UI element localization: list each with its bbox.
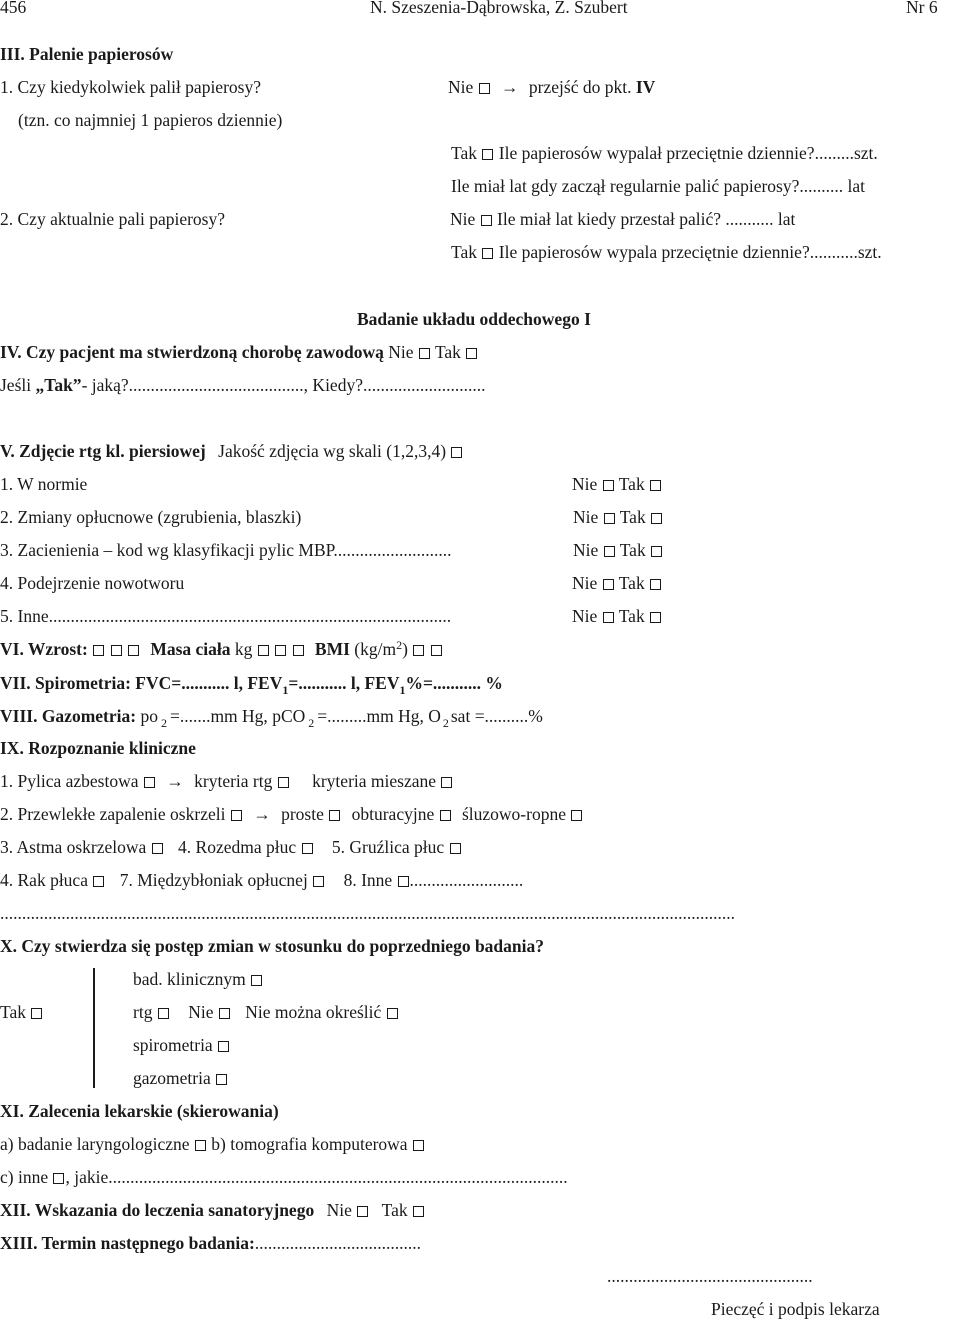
diagnosis-emphysema: 4. Rozedma płuc (178, 837, 297, 857)
checkbox[interactable] (152, 843, 163, 854)
checkbox[interactable] (218, 1041, 229, 1052)
checkbox[interactable] (440, 810, 451, 821)
sanatorium-title: XII. Wskazania do leczenia sanatoryjnego (0, 1200, 315, 1220)
tak-label: Tak (434, 342, 461, 362)
section-ix-title: IX. Rozpoznanie kliniczne (0, 738, 196, 758)
checkbox[interactable] (53, 1173, 64, 1184)
bmi-digit-box[interactable] (413, 645, 424, 656)
signature-label: Pieczęć i podpis lekarza (711, 1299, 880, 1319)
spirometry-fvc: VII. Spirometria: FVC= (0, 673, 182, 693)
cigarettes-per-day-now: Ile papierosów wypala przeciętnie dziennie?...........szt. (498, 242, 882, 262)
bronchitis-simple: proste (281, 804, 324, 824)
diagnosis-tuberculosis: 5. Gruźlica płuc (331, 837, 445, 857)
criteria-mixed: kryteria mieszane (312, 771, 437, 791)
checkbox[interactable] (278, 777, 289, 788)
section-xii-row (0, 1199, 425, 1221)
issue-number: Nr 6 (906, 0, 938, 17)
weight-label: Masa ciała (150, 639, 231, 659)
q1-ever-smoked: 1. Czy kiedykolwiek palił papierosy? (0, 77, 261, 97)
bronchitis-obstructive: obturacyjne (351, 804, 435, 824)
xray-item-3: 3. Zacienienia – kod wg klasyfikacji pylic MBP........................... (0, 540, 452, 560)
iv-details-row (0, 374, 485, 396)
xray-item-4: 4. Podejrzenie nowotworu (0, 573, 185, 593)
bmi-digit-box[interactable] (431, 645, 442, 656)
checkbox[interactable] (398, 876, 409, 887)
criteria-xray: kryteria rtg (194, 771, 273, 791)
height-digit-box[interactable] (128, 645, 139, 656)
tak-label: Tak (451, 242, 477, 262)
height-digit-box[interactable] (93, 645, 104, 656)
progress-gasometry: gazometria (133, 1068, 211, 1088)
x-gasometry-row (133, 1067, 228, 1089)
pco2-label: pCO (272, 706, 306, 726)
checkbox[interactable] (603, 612, 614, 623)
goto-target: IV (635, 77, 656, 97)
iv-which-when: - jaką?........................................, Kiedy?............................ (81, 375, 486, 395)
ix-row-2 (0, 803, 583, 825)
xray-item-1-options (572, 473, 662, 495)
referral-laryngology: a) badanie laryngologiczne (0, 1134, 190, 1154)
nie-label: Nie (572, 606, 598, 626)
checkbox[interactable] (482, 149, 493, 160)
x-spirometry-row (133, 1034, 230, 1056)
height-digit-box[interactable] (111, 645, 122, 656)
section-vii-spirometry: VII. Spirometria: FVC=........... l, $FEV_1=$........... l, $FEV_1\%=$........... % (0, 673, 503, 697)
respiratory-heading: Badanie układu oddechowego I (357, 309, 591, 329)
fev-label: FEV (364, 673, 400, 693)
section-iv-title: IV. Czy pacjent ma stwierdzoną chorobę zawodową (0, 342, 384, 362)
weight-digit-box[interactable] (293, 645, 304, 656)
ix-row-1 (0, 770, 453, 792)
arrow-right-icon: → (166, 771, 184, 791)
checkbox[interactable] (231, 810, 242, 821)
checkbox[interactable] (195, 1140, 206, 1151)
diagnosis-other: 8. Inne (343, 870, 393, 890)
checkbox[interactable] (651, 513, 662, 524)
section-xi-title: XI. Zalecenia lekarskie (skierowania) (0, 1101, 279, 1121)
iv-if: Jeśli (0, 375, 32, 395)
cigarettes-per-day-past: Ile papierosów wypalał przeciętnie dziennie?.........szt. (498, 143, 878, 163)
progress-xray: rtg (133, 1002, 153, 1022)
other-fill: .......................... (409, 870, 524, 890)
xi-row-ab (0, 1133, 425, 1155)
tak-label: Tak (619, 540, 646, 560)
gasometry-label: VIII. Gazometria: (0, 706, 137, 726)
running-header-authors: N. Szeszenia-Dąbrowska, Z. Szubert (370, 0, 628, 17)
checkbox[interactable] (466, 348, 477, 359)
checkbox[interactable] (313, 876, 324, 887)
checkbox[interactable] (451, 447, 462, 458)
pco2-value: =.........mm Hg, (317, 706, 424, 726)
q1-tak-row (451, 142, 878, 164)
tak-label: Tak (619, 507, 646, 527)
tak-label: Tak (618, 474, 645, 494)
checkbox[interactable] (357, 1206, 368, 1217)
checkbox[interactable] (651, 546, 662, 557)
referral-other: c) inne (0, 1167, 49, 1187)
arrow-right-icon: → (501, 77, 519, 97)
progress-spirometry: spirometria (133, 1035, 213, 1055)
fev1-value: =........... l, (288, 673, 361, 693)
weight-digit-box[interactable] (258, 645, 269, 656)
checkbox[interactable] (571, 810, 582, 821)
diagnosis-lung-cancer: 4. Rak płuca (0, 870, 88, 890)
xray-item-5: 5. Inne............................................................................................ (0, 606, 452, 626)
age-started-smoking: Ile miał lat gdy zaczął regularnie palić papierosy?.......... lat (451, 176, 865, 196)
checkbox[interactable] (650, 579, 661, 590)
section-v-row (0, 440, 463, 462)
image-quality: Jakość zdjęcia wg skali (1,2,3,4) (218, 441, 447, 461)
x-rtg-row (133, 1001, 399, 1023)
tak-label: Tak (0, 1002, 26, 1022)
nie-label: Nie (573, 540, 599, 560)
checkbox[interactable] (450, 843, 461, 854)
q1-note: (tzn. co najmniej 1 papieros dziennie) (18, 110, 283, 130)
checkbox[interactable] (216, 1074, 227, 1085)
checkbox[interactable] (603, 480, 614, 491)
q2-nie-row (450, 208, 795, 230)
nie-label: Nie (188, 1002, 214, 1022)
arrow-right-icon: → (253, 804, 271, 824)
checkbox[interactable] (604, 546, 615, 557)
section-iv-row (0, 341, 478, 363)
xi-row-c (0, 1166, 568, 1188)
nie-label: Nie (326, 1200, 352, 1220)
checkbox[interactable] (419, 348, 430, 359)
bronchitis-mucopurulent: śluzowo-ropne (461, 804, 566, 824)
checkbox[interactable] (93, 876, 104, 887)
fvc-value: ........... l, (181, 673, 243, 693)
checkbox[interactable] (413, 1206, 424, 1217)
nie-label: Nie (388, 342, 414, 362)
checkbox[interactable] (479, 83, 490, 94)
goto-text: przejść do pkt. (528, 77, 632, 97)
age-stopped-smoking: Ile miał lat kiedy przestał palić? ........... lat (497, 209, 796, 229)
section-vi-row (0, 638, 443, 660)
checkbox[interactable] (481, 215, 492, 226)
q2-currently-smokes: 2. Czy aktualnie pali papierosy? (0, 209, 225, 229)
section-v-title: V. Zdjęcie rtg kl. piersiowej (0, 441, 206, 461)
diagnosis-chronic-bronchitis: 2. Przewlekłe zapalenie oskrzeli (0, 804, 226, 824)
bmi-label: BMI (314, 639, 350, 659)
nie-label: Nie (448, 77, 474, 97)
section-x-title: X. Czy stwierdza się postęp zmian w stosunku do poprzedniego badania? (0, 936, 545, 956)
checkbox[interactable] (603, 579, 614, 590)
diagnosis-asthma: 3. Astma oskrzelowa (0, 837, 147, 857)
nie-label: Nie (572, 573, 598, 593)
fev1-percent-value: %=........... % (405, 673, 503, 693)
x-clinical-row (133, 968, 263, 990)
q2-tak-row (451, 241, 882, 263)
weight-digit-box[interactable] (275, 645, 286, 656)
page-number: 456 (0, 0, 27, 17)
xray-item-4-options (572, 572, 662, 594)
checkbox[interactable] (329, 810, 340, 821)
checkbox[interactable] (413, 1140, 424, 1151)
bmi-unit: $(kg/m^2)$ (354, 638, 408, 659)
x-tak-row (0, 1001, 43, 1023)
q1-nie-row (448, 76, 655, 98)
xray-item-2-options (573, 506, 663, 528)
section-viii-gasometry: VIII. Gazometria: po $_2$ =.......mm Hg, pCO $_2$ =.........mm Hg, O $_2$ sat =..........% (0, 706, 543, 730)
nie-label: Nie (572, 474, 598, 494)
checkbox[interactable] (604, 513, 615, 524)
checkbox[interactable] (158, 1008, 169, 1019)
iv-tak-quoted: „Tak” (35, 375, 82, 395)
cannot-determine: Nie można określić (245, 1002, 382, 1022)
o2sat-label: O (428, 706, 441, 726)
next-exam-title: XIII. Termin następnego badania: (0, 1233, 255, 1253)
nie-label: Nie (450, 209, 476, 229)
checkbox[interactable] (251, 975, 262, 986)
ix-row-4 (0, 869, 523, 891)
checkbox[interactable] (650, 480, 661, 491)
next-exam-fill: ...................................... (254, 1233, 422, 1253)
xray-item-2: 2. Zmiany opłucnowe (zgrubienia, blaszki) (0, 507, 302, 527)
fev-label: FEV (247, 673, 283, 693)
checkbox[interactable] (650, 612, 661, 623)
checkbox[interactable] (31, 1008, 42, 1019)
checkbox[interactable] (219, 1008, 230, 1019)
checkbox[interactable] (144, 777, 155, 788)
o2sat-value: sat =..........% (450, 706, 543, 726)
diagnosis-asbestosis: 1. Pylica azbestowa (0, 771, 139, 791)
section-iii-title: III. Palenie papierosów (0, 44, 174, 64)
height-label: VI. Wzrost: (0, 639, 88, 659)
diagnosis-mesothelioma: 7. Międzybłoniak opłucnej (119, 870, 308, 890)
checkbox[interactable] (302, 843, 313, 854)
progress-clinical: bad. klinicznym (133, 969, 246, 989)
ix-dotted-line: ........................................................................................................................................................................ (0, 903, 735, 923)
po2-label: po (140, 706, 158, 726)
checkbox[interactable] (387, 1008, 398, 1019)
xray-item-1: 1. W normie (0, 474, 88, 494)
ix-row-3 (0, 836, 462, 858)
checkbox[interactable] (441, 777, 452, 788)
referral-ct: b) tomografia komputerowa (211, 1134, 408, 1154)
checkbox[interactable] (482, 248, 493, 259)
bracket-divider (93, 968, 95, 1088)
referral-other-fill: , jakie......................................................................................................... (65, 1167, 568, 1187)
xray-item-3-options (573, 539, 663, 561)
tak-label: Tak (618, 606, 645, 626)
tak-label: Tak (618, 573, 645, 593)
signature-line: ............................................... (607, 1266, 813, 1286)
tak-label: Tak (381, 1200, 408, 1220)
nie-label: Nie (573, 507, 599, 527)
xray-item-5-options (572, 605, 662, 627)
section-xiii-row (0, 1232, 421, 1254)
kg-unit: kg (234, 639, 253, 659)
tak-label: Tak (451, 143, 477, 163)
po2-value: =.......mm Hg, (169, 706, 268, 726)
